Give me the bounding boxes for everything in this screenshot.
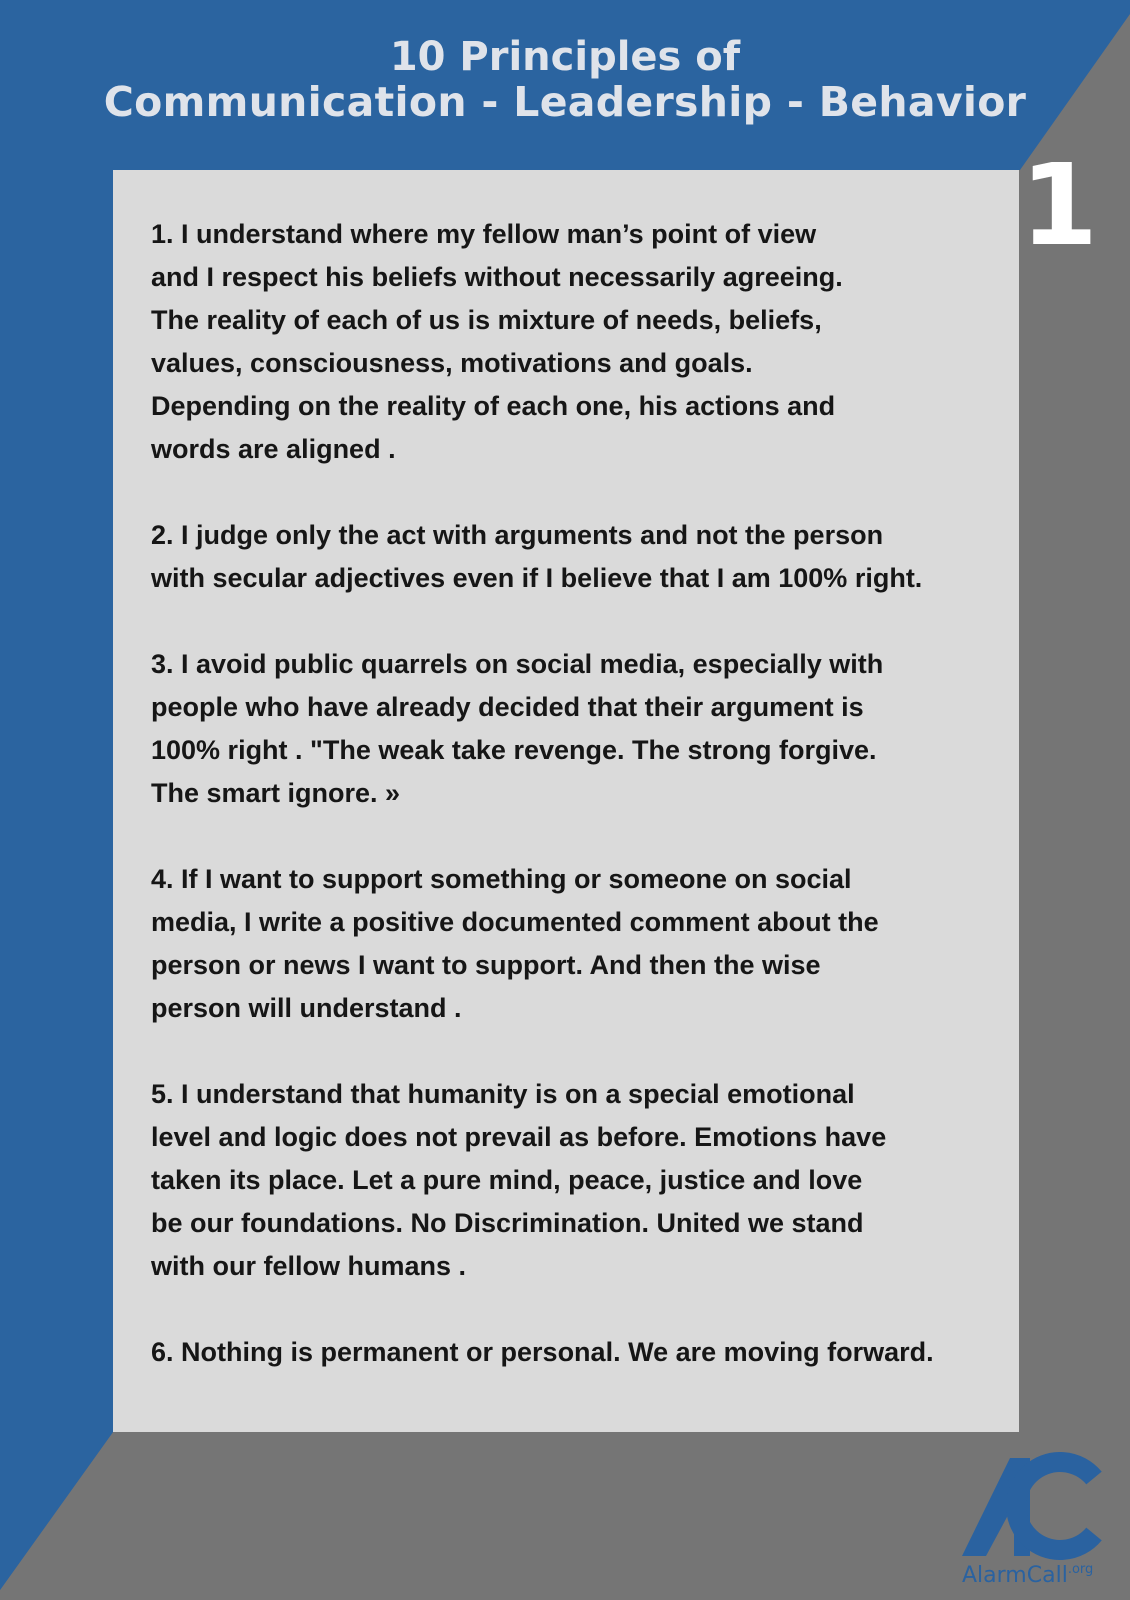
- principle-6: [151, 1331, 1011, 1374]
- principle-2: [151, 514, 1011, 600]
- principle-line: 1. I understand where my fellow man’s point of view: [151, 219, 817, 249]
- brand-name: [962, 1563, 1093, 1587]
- brand-tld: .org: [1067, 1562, 1094, 1577]
- principle-line: 5. I understand that humanity is on a special emotional: [151, 1079, 855, 1109]
- ac-logo-icon: [962, 1452, 1102, 1560]
- principle-line: 3. I avoid public quarrels on social media, especially with: [151, 649, 884, 679]
- principle-line: Depending on the reality of each one, his actions and: [151, 391, 836, 421]
- principle-4: [151, 858, 1011, 1030]
- principle-line: person or news I want to support. And then the wise: [151, 950, 821, 980]
- principle-line: level and logic does not prevail as before. Emotions have: [151, 1122, 887, 1152]
- principles-list: [151, 213, 1011, 1417]
- content-card: [113, 170, 1019, 1432]
- title-line-1: 10 Principles of: [389, 34, 741, 80]
- principle-line: values, consciousness, motivations and goals.: [151, 348, 753, 378]
- title-line-2: Communication - Leadership - Behavior: [103, 78, 1027, 126]
- principle-5: [151, 1073, 1011, 1288]
- principle-line: be our foundations. No Discrimination. United we stand: [151, 1208, 864, 1238]
- background-blue-left: [0, 0, 113, 1590]
- page-number: 1: [1020, 141, 1098, 271]
- principle-line: 100% right . "The weak take revenge. The strong forgive.: [151, 735, 877, 765]
- principle-1: [151, 213, 1011, 471]
- brand-name-text: AlarmCall: [962, 1563, 1068, 1588]
- principle-line: media, I write a positive documented comment about the: [151, 907, 879, 937]
- principle-line: The reality of each of us is mixture of needs, beliefs,: [151, 305, 822, 335]
- principle-line: with our fellow humans .: [151, 1251, 467, 1281]
- principle-line: 4. If I want to support something or someone on social: [151, 864, 852, 894]
- principle-line: and I respect his beliefs without necessarily agreeing.: [151, 262, 843, 292]
- principle-line: person will understand .: [151, 993, 462, 1023]
- principle-line: with secular adjectives even if I believe that I am 100% right.: [151, 563, 923, 593]
- principle-line: 2. I judge only the act with arguments and not the person: [151, 520, 884, 550]
- principle-line: 6. Nothing is permanent or personal. We are moving forward.: [151, 1337, 934, 1367]
- principle-line: The smart ignore. »: [151, 778, 401, 808]
- principle-line: people who have already decided that their argument is: [151, 692, 864, 722]
- principle-line: taken its place. Let a pure mind, peace, justice and love: [151, 1165, 863, 1195]
- principle-3: [151, 643, 1011, 815]
- principle-line: words are aligned .: [151, 434, 396, 464]
